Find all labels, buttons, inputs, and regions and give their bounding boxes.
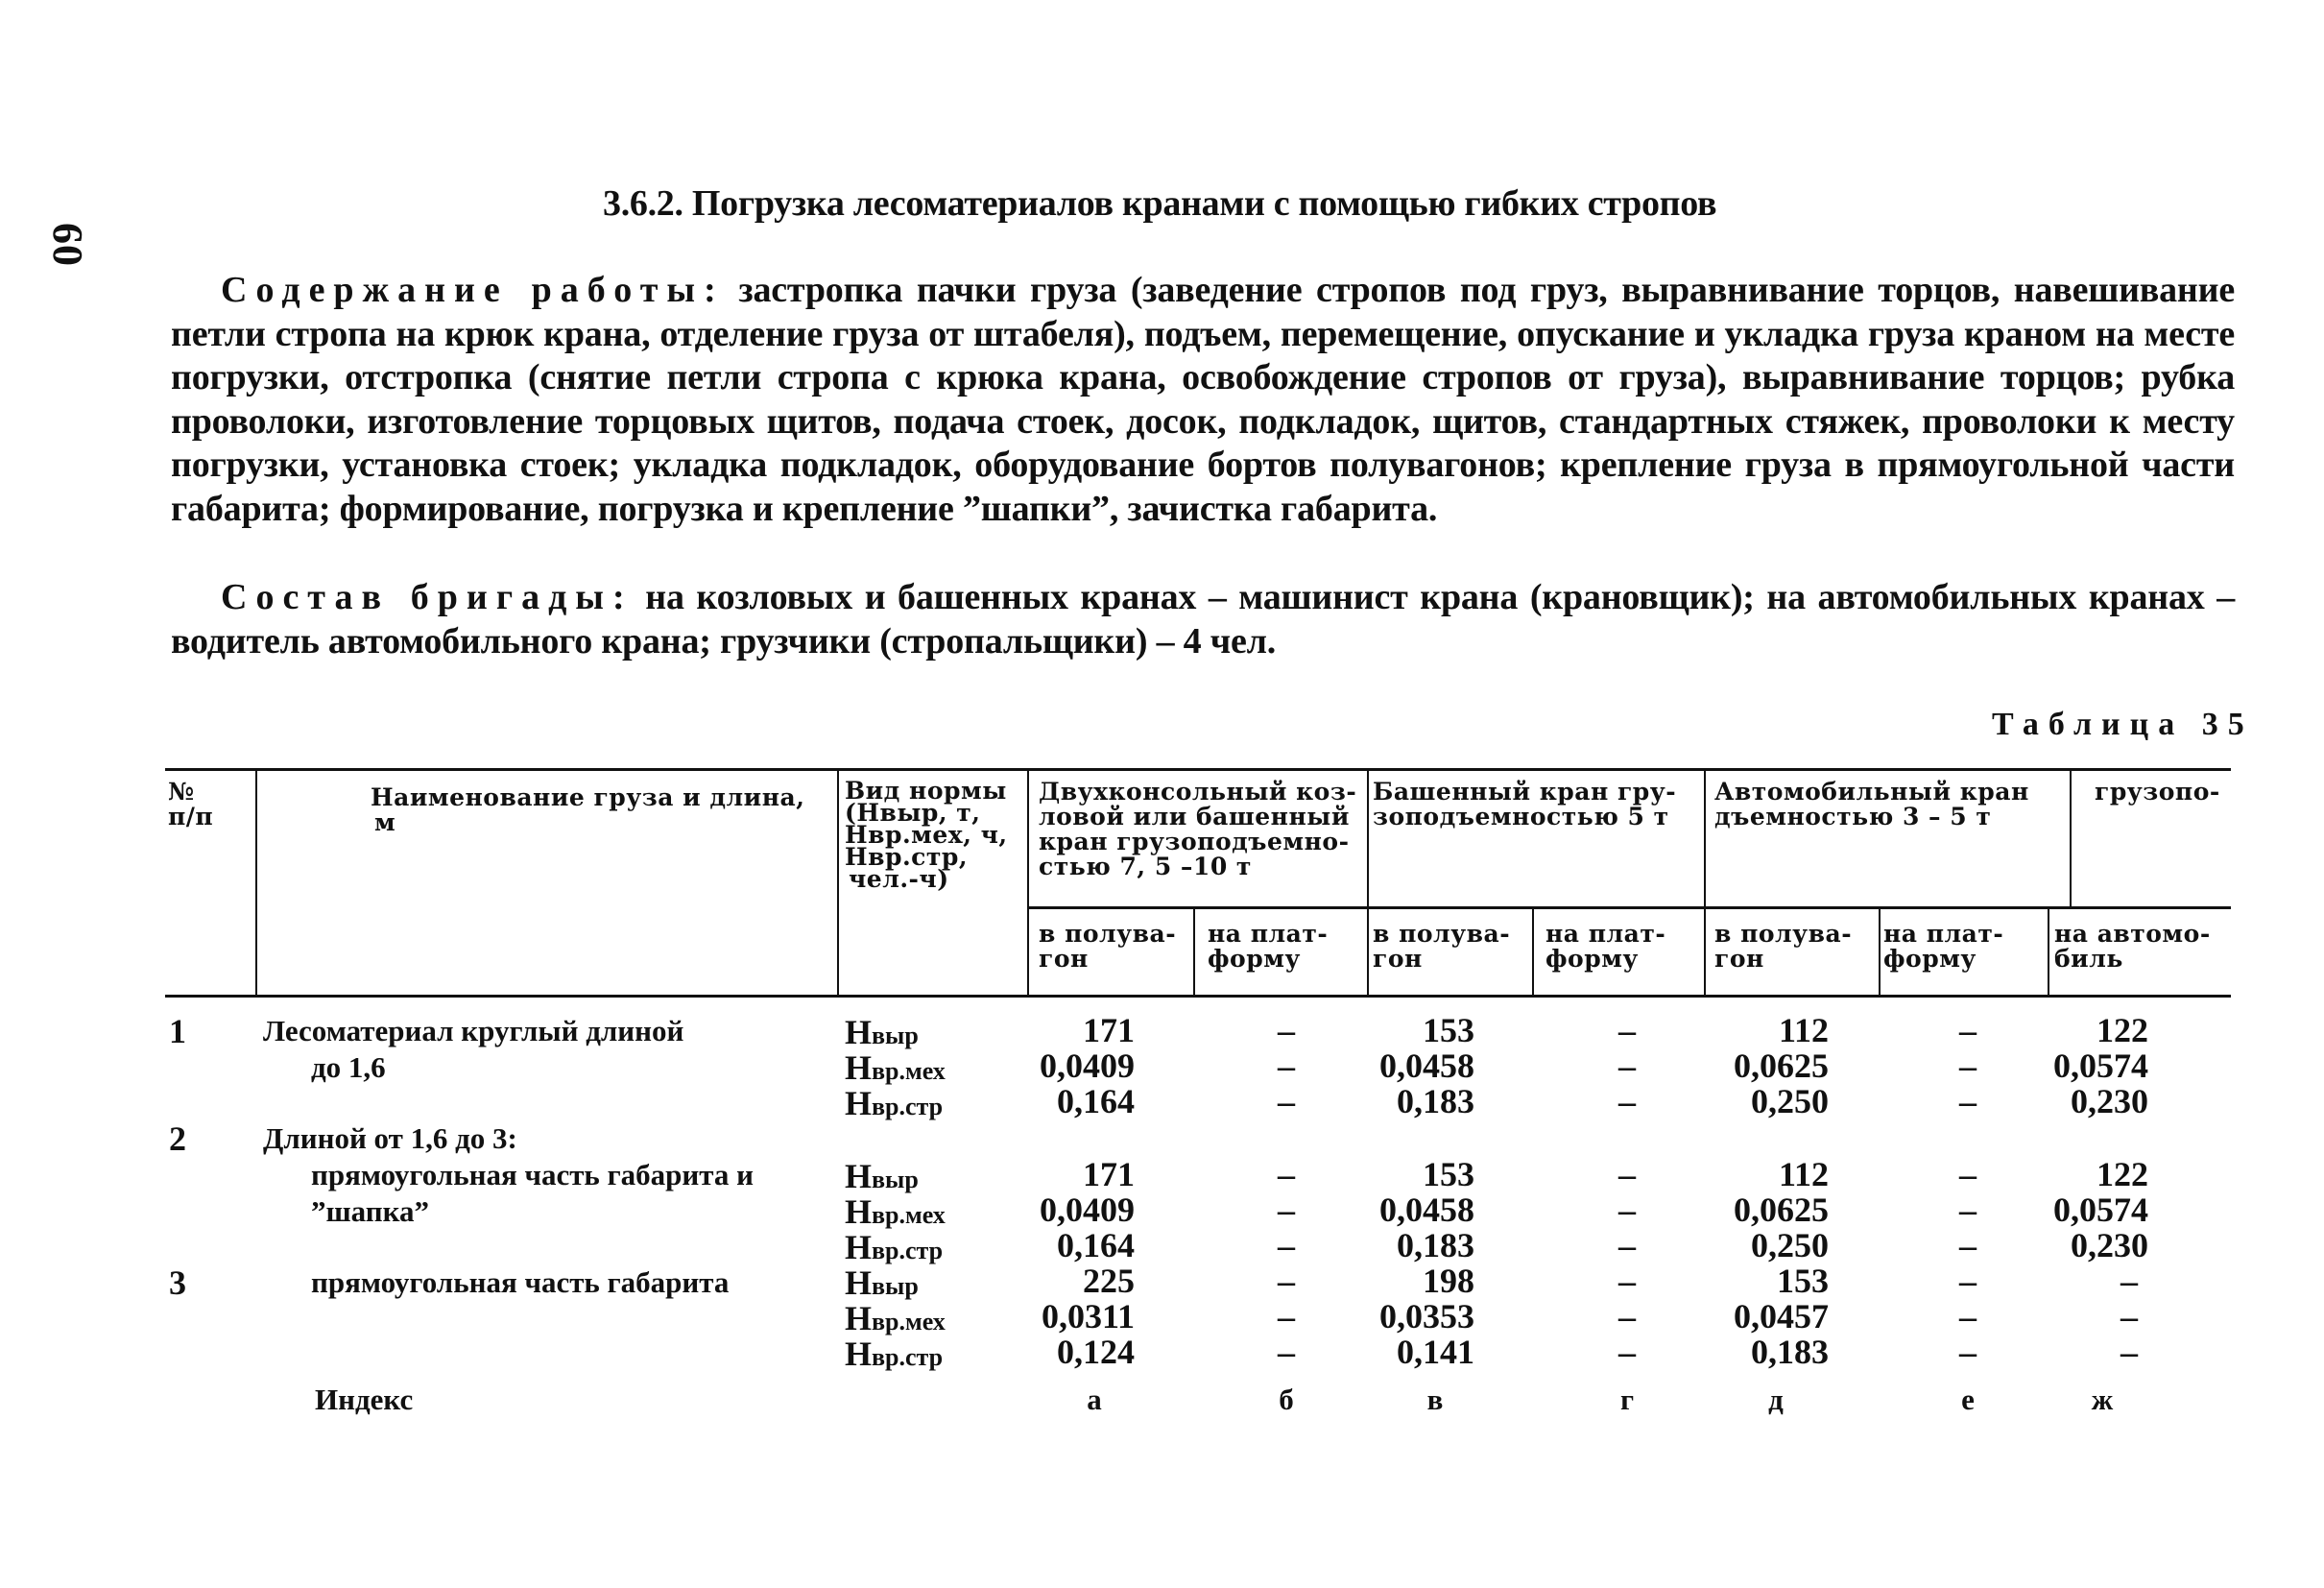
subheader-tower-platform: на плат- форму (1545, 920, 1666, 973)
crew-label: Состав бригады: (221, 577, 634, 617)
table-cell: 0,0625 (1734, 1191, 1829, 1229)
table-cell: 0,0409 (1040, 1047, 1135, 1085)
norm-type: Нвр.стр (845, 1084, 944, 1122)
table-cell: – (1959, 1333, 1977, 1371)
page-number: 60 (44, 223, 91, 267)
index-letter: е (1961, 1383, 1975, 1416)
table-cell: 122 (2096, 1155, 2148, 1193)
table-cell: – (1618, 1082, 1636, 1120)
table-cell: – (1959, 1262, 1977, 1300)
table-top-rule (165, 768, 2231, 771)
work-content-text: застропка пачки груза (заведение стропов под груз, выравнивание торцов, навешивание петли стропа на крюк крана, отделение груза от штабеля), подъем, перемещение, опускание и укладка груза краном на месте погрузки, отстропка (снятие петли стропа с крюка крана, освобождение стропов от груза), выравнивание торцов; рубка проволоки, изготовление торцовых щитов, подача стоек, досок, подкладок, щитов, стандартных стяжек, проволоки к месту погрузки, установка стоек; укладка подкладок, оборудование бортов полувагонов; крепление груза в прямоугольной части габарита; формирование, погрузка и крепление ”шапки”, зачистка габарита. (171, 270, 2235, 529)
index-letter: ж (2091, 1383, 2114, 1416)
table-cell: – (1278, 1226, 1295, 1264)
norm-type: Нвыр (845, 1157, 919, 1195)
row-number: 2 (169, 1119, 186, 1158)
subheader-auto-wagon: в полува- гон (1714, 920, 1853, 973)
col-rule-norm (1027, 770, 1029, 995)
table-cell: 0,0458 (1379, 1047, 1474, 1085)
table-cell: – (1618, 1333, 1636, 1371)
table-cell: – (1959, 1047, 1977, 1085)
table-cell: 122 (2096, 1011, 2148, 1049)
table-cell: 0,183 (1751, 1333, 1829, 1371)
work-content-paragraph (171, 269, 2235, 531)
norm-type: Нвр.стр (845, 1335, 944, 1373)
table-caption: Таблица 35 (1992, 707, 2254, 742)
table-cell: 0,164 (1057, 1082, 1135, 1120)
subheader-car: на автомо- биль (2054, 920, 2211, 973)
subheader-gantry-wagon: в полува- гон (1039, 920, 1177, 973)
table-cell: – (2120, 1297, 2138, 1335)
table-cell: 0,164 (1057, 1226, 1135, 1264)
table-cell: – (1959, 1082, 1977, 1120)
table-cell: 0,183 (1397, 1082, 1474, 1120)
table-cell: – (1618, 1191, 1636, 1229)
sub-rule-e (1879, 908, 1881, 995)
row-number: 3 (169, 1263, 186, 1302)
col-rule-tower (1704, 770, 1706, 995)
index-letter: г (1619, 1383, 1635, 1416)
table-cell: 171 (1083, 1011, 1135, 1049)
table-cell: – (1278, 1333, 1295, 1371)
table-cell: 153 (1423, 1155, 1474, 1193)
index-letter: д (1768, 1383, 1784, 1416)
header-auto-crane: Автомобильный кран дъемностью 3 – 5 т (1714, 778, 2029, 830)
header-auto-tail: грузопо- (2095, 778, 2220, 806)
table-cell: – (1278, 1047, 1295, 1085)
table-cell: – (1278, 1191, 1295, 1229)
table-subheader-rule (1027, 906, 2231, 909)
crew-text: на козловых и башенных кранах – машинист крана (крановщик); на автомобильных кранах – водитель автомобильного крана; грузчики (стропальщики) – 4 чел. (171, 577, 2236, 662)
norm-type: Нвыр (845, 1263, 919, 1302)
table-cell: – (2120, 1262, 2138, 1300)
table-cell: 0,250 (1751, 1082, 1829, 1120)
col-rule-name (837, 770, 839, 995)
table-cell: – (1278, 1082, 1295, 1120)
col-rule-gantry (1367, 770, 1369, 995)
table-cell: – (1278, 1297, 1295, 1335)
index-letter: в (1426, 1383, 1444, 1416)
subheader-gantry-platform: на плат- форму (1208, 920, 1329, 973)
work-content-label: Содержание работы: (221, 270, 725, 310)
table-cell: 0,230 (2071, 1082, 2148, 1120)
table-cell: – (1278, 1011, 1295, 1049)
norm-type: Нвыр (845, 1013, 919, 1051)
table-cell: – (1278, 1262, 1295, 1300)
table-cell: 0,0457 (1734, 1297, 1829, 1335)
table-cell: 0,0353 (1379, 1297, 1474, 1335)
table-cell: 0,124 (1057, 1333, 1135, 1371)
cargo-name: до 1,6 (311, 1050, 386, 1084)
header-num: № п/п (168, 778, 214, 830)
table-cell: 0,0458 (1379, 1191, 1474, 1229)
cargo-name: Длиной от 1,6 до 3: (263, 1121, 517, 1155)
section-title: 3.6.2. Погрузка лесоматериалов кранами с помощью гибких стропов (603, 183, 1717, 224)
table-cell: – (1618, 1047, 1636, 1085)
table-cell: – (1618, 1155, 1636, 1193)
table-cell: – (1959, 1191, 1977, 1229)
col-rule-auto (2070, 770, 2072, 906)
table-cell: 153 (1777, 1262, 1829, 1300)
table-cell: – (1959, 1155, 1977, 1193)
norm-type: Нвр.мех (845, 1048, 946, 1087)
header-tower-crane: Башенный кран гру- зоподъемностью 5 т (1373, 778, 1677, 830)
table-cell: – (1959, 1297, 1977, 1335)
table-cell: 0,250 (1751, 1226, 1829, 1264)
table-cell: 0,0311 (1041, 1297, 1135, 1335)
table-cell: 198 (1423, 1262, 1474, 1300)
table-cell: 0,0574 (2053, 1047, 2148, 1085)
table-cell: 225 (1083, 1262, 1135, 1300)
cargo-name: ”шапка” (311, 1194, 430, 1228)
norm-type: Нвр.мех (845, 1299, 946, 1337)
header-norm: Вид нормы (Нвыр, т, Нвр.мех, ч, Нвр.стр, чел.-ч) (845, 777, 1008, 893)
table-cell: 112 (1778, 1155, 1829, 1193)
index-letter: б (1279, 1383, 1294, 1416)
col-rule-num (255, 770, 257, 995)
cargo-name: прямоугольная часть габарита (311, 1265, 730, 1299)
crew-paragraph (171, 576, 2235, 663)
row-number: 1 (169, 1012, 186, 1050)
index-label: Индекс (315, 1383, 414, 1416)
cargo-name: Лесоматериал круглый длиной (263, 1014, 684, 1047)
table-cell: – (1278, 1155, 1295, 1193)
table-cell: – (1618, 1011, 1636, 1049)
index-letter: а (1087, 1383, 1102, 1416)
table-cell: 171 (1083, 1155, 1135, 1193)
norm-type: Нвр.мех (845, 1192, 946, 1231)
table-cell: 112 (1778, 1011, 1829, 1049)
table-cell: 0,183 (1397, 1226, 1474, 1264)
table-cell: 0,0625 (1734, 1047, 1829, 1085)
sub-rule-f (2048, 908, 2049, 995)
table-cell: – (1618, 1297, 1636, 1335)
table-cell: – (1959, 1226, 1977, 1264)
sub-rule-a (1193, 908, 1195, 995)
table-cell: – (1618, 1226, 1636, 1264)
table-header-bottom-rule (165, 995, 2231, 998)
cargo-name: прямоугольная часть габарита и (311, 1158, 754, 1191)
table-cell: 0,0409 (1040, 1191, 1135, 1229)
subheader-auto-platform: на плат- форму (1883, 920, 2004, 973)
header-name: Наименование груза и длина, м (371, 783, 805, 836)
table-cell: 0,141 (1397, 1333, 1474, 1371)
norm-type: Нвр.стр (845, 1228, 944, 1266)
sub-rule-c (1532, 908, 1534, 995)
table-cell: 0,230 (2071, 1226, 2148, 1264)
table-cell: 0,0574 (2053, 1191, 2148, 1229)
table-cell: 153 (1423, 1011, 1474, 1049)
header-gantry-crane: Двухконсольный коз- ловой или башенный кран грузоподъемно- стью 7, 5 –10 т (1039, 778, 1357, 880)
table-cell: – (1959, 1011, 1977, 1049)
table-cell: – (2120, 1333, 2138, 1371)
subheader-tower-wagon: в полува- гон (1373, 920, 1511, 973)
table-cell: – (1618, 1262, 1636, 1300)
